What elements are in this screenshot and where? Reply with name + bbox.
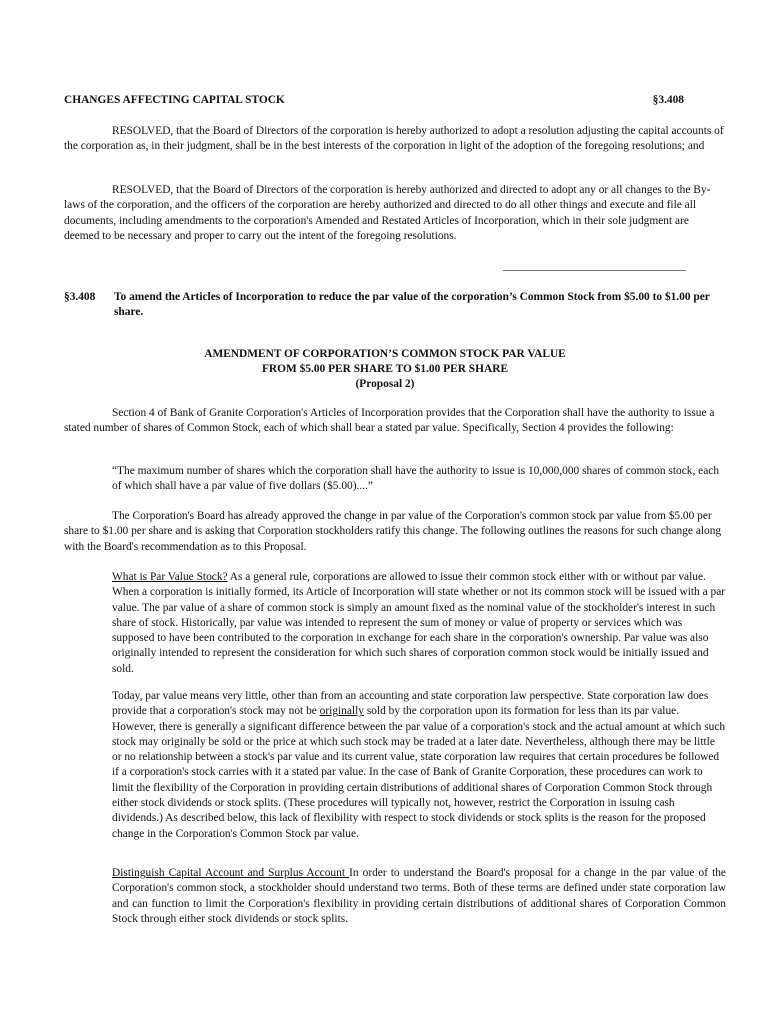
resolved-paragraph-2: RESOLVED, that the Board of Directors of the corporation is hereby authorized and directed to adopt any or all changes to the By-laws of the corporation, and the officers of the corporation are hereby authorized and directed to do all other things and execute and file all documents, including amendments to the corporation's Amended and Restated Articles of Incorporation, which in their sole judgment are deemed to be necessary and proper to carry out the intent of the foregoing resolutions.: [64, 184, 711, 242]
today-underlined-word: originally: [319, 705, 364, 718]
quoted-provision: “The maximum number of shares which the corporation shall have the authority to issue is 10,000,000 shares of common stock, each of which shall have a par value of five dollars ($5.00)....”: [112, 465, 720, 493]
header-section-number: §3.408: [652, 94, 684, 106]
par-value-heading: What is Par Value Stock?: [112, 571, 228, 583]
section-title: To amend the Articles of Incorporation to reduce the par value of the corporation’s Common Stock from $5.00 to $1.00 per share.: [114, 291, 710, 319]
par-value-paragraph: [112, 570, 726, 677]
board-paragraph: The Corporation's Board has already approved the change in par value of the Corporation's common stock par value from $5.00 per share to $1.00 per share and is asking that Corporation stockholders ratify this change. The following outlines the reasons for such change along with the Board's recommendation as to this Proposal.: [64, 510, 722, 553]
today-text-before: Today, par value means very little, other than from an accounting and state corporation law perspective. State corporation law does provide that a corporation's stock may not be: [112, 690, 709, 718]
distinguish-heading: Distinguish Capital Account and Surplus Account: [112, 867, 350, 879]
today-text-after: sold by the corporation upon its formation for less than its par value. However, there is generally a significant difference between the par value of a corporation's stock and the actual amount at which such stock may originally be sold or the price at which such stock may be traded at a later date. Nevertheless, although there may be little or no relationship between a stock's par value and its current value, state corporation law requires that certain procedures be followed if a corporation's stock carries with it a stated par value. In the case of Bank of Granite Corporation, these procedures can work to limit the flexibility of the Corporation in providing certain distributions of additional shares of Corporation Common Stock through either stock dividends or stock splits. (These procedures will typically not, however, restrict the Corporation in issuing cash dividends.) As described below, this lack of flexibility with respect to stock dividends or stock splits is the reason for the proposed change in the Corporation's Common Stock par value.: [112, 705, 726, 840]
amendment-title-line2: FROM $5.00 PER SHARE TO $1.00 PER SHARE: [261, 363, 509, 375]
page-header: [64, 93, 684, 108]
section4-paragraph: Section 4 of Bank of Granite Corporation's Articles of Incorporation provides that the Corporation shall have the authority to issue a stated number of shares of Common Stock, each of which shall bear a stated par value. Specifically, Section 4 provides the following:: [64, 407, 715, 435]
amendment-title-line3: (Proposal 2): [355, 378, 415, 390]
amendment-title-line1: AMENDMENT OF CORPORATION’S COMMON STOCK PAR VALUE: [204, 348, 566, 360]
separator-line: [503, 270, 686, 271]
distinguish-paragraph: [112, 866, 726, 927]
distinguish-text: In order to understand the Board's proposal for a change in the par value of the Corporation's common stock, a stockholder should understand two terms. Both of these terms are defined under state corporation law and can function to limit the Corporation's flexibility in providing certain distributions of additional shares of Corporation Common Stock through either stock dividends or stock splits.: [112, 867, 726, 925]
header-title: CHANGES AFFECTING CAPITAL STOCK: [64, 94, 285, 106]
resolved-paragraph-1: RESOLVED, that the Board of Directors of the corporation is hereby authorized to adopt a resolution adjusting the capital accounts of the corporation as, in their judgment, shall be in the best interests of the corporation in light of the adoption of the foregoing resolutions; and: [64, 125, 724, 153]
today-paragraph: [112, 689, 726, 842]
par-value-text: As a general rule, corporations are allowed to issue their common stock either with or without par value. When a corporation is initially formed, its Article of Incorporation will state whether or not its common stock will be issued with a par value. The par value of a share of common stock is simply an amount fixed as the nominal value of the stockholder's interest in such share of stock. Historically, par value was intended to represent the sum of money or value of property or services which was supposed to have been contributed to the corporation in exchange for each share in the corporation's ownership. Par value was also originally intended to represent the consideration for which such shares of corporation common stock would be initially issued and sold.: [112, 571, 726, 675]
section-number: §3.408: [64, 291, 96, 303]
